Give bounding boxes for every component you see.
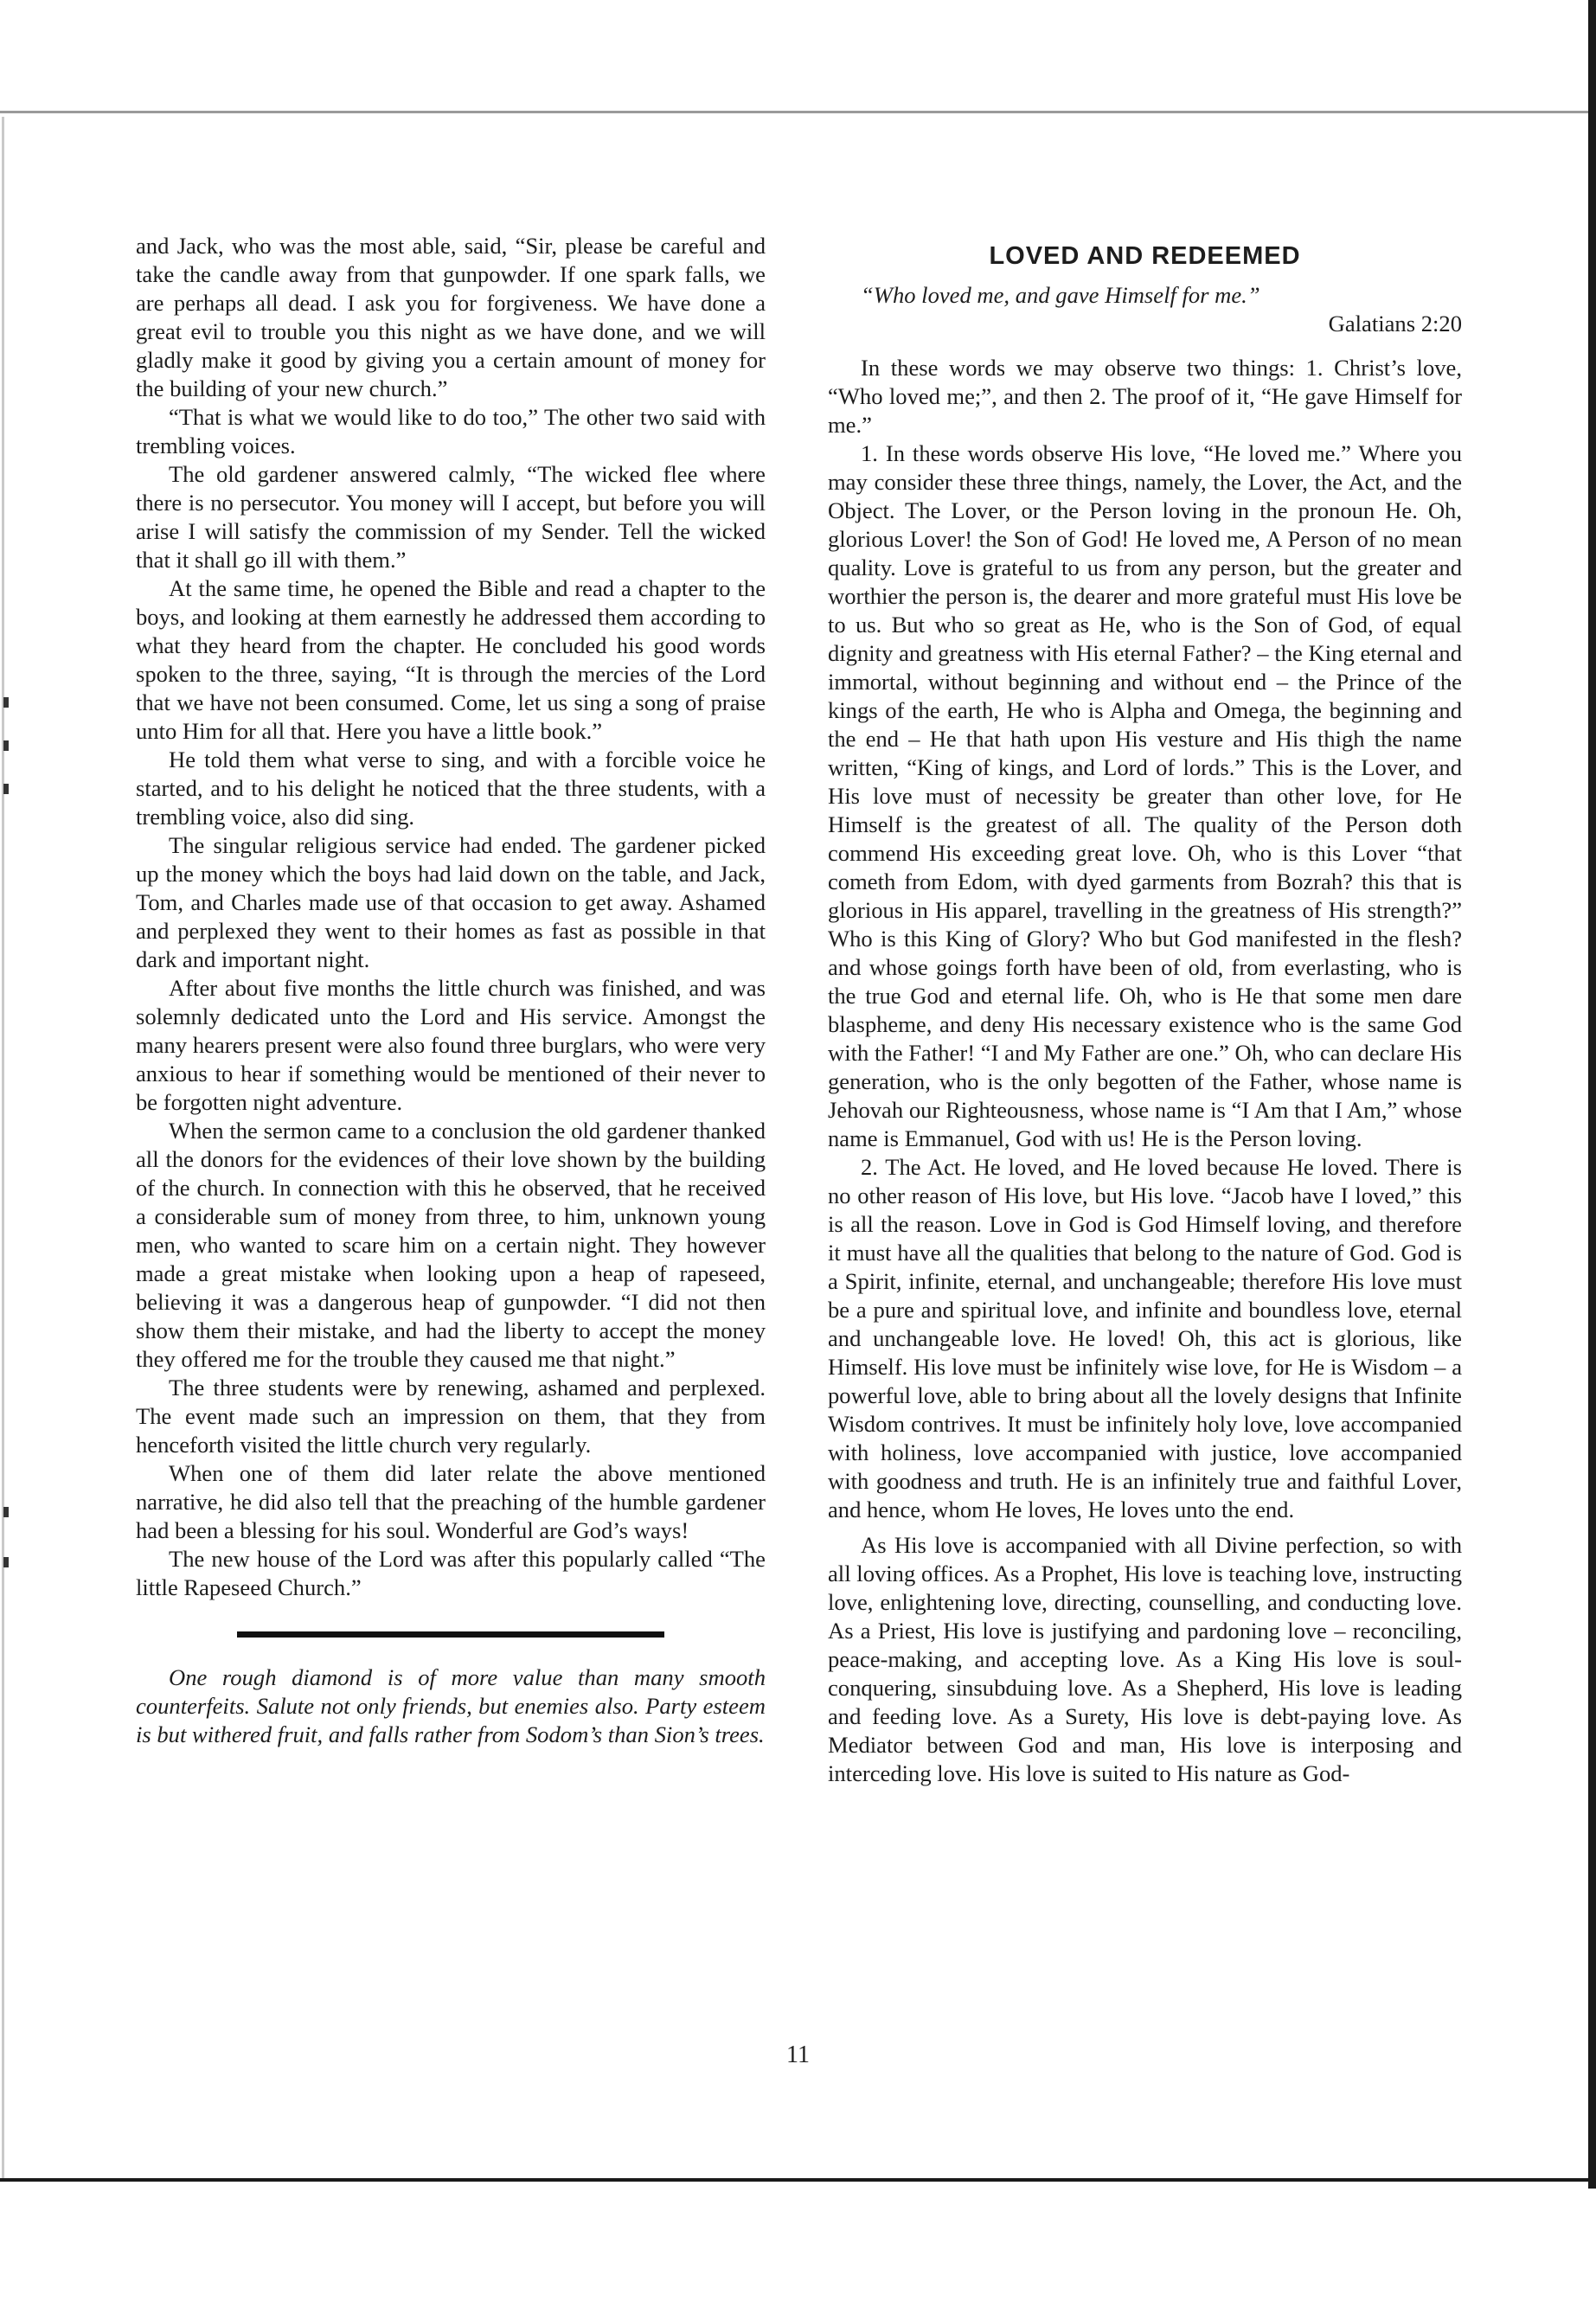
paragraph: When one of them did later relate the above mentioned narrative, he did also tell that the preaching of the humble gardener had been a blessing for his soul. Wonderful are God’s ways! (136, 1460, 766, 1543)
bottom-scan-rule (0, 2178, 1596, 2182)
binding-mark (3, 784, 9, 794)
scripture-citation: Galatians 2:20 (1328, 311, 1462, 336)
paragraph: 1. In these words observe His love, “He loved me.” Where you may consider these three things, namely, the Lover, the Act, and the Object. The Lover, or the Person loving in the pronoun He. Oh, glorious Lover! the Son of God! He loved me, A Person of no mean quality. Love is grateful to us from any person, but the greater and worthier the person is, the dearer and more grateful must His love be to us. But who so great as He, who is the Son of God, of equal dignity and greatness with His eternal Father? – the King eternal and immortal, without beginning and without end – the Prince of the kings of the earth, He who is Alpha and Omega, the beginning and the end – He that hath upon His vesture and His thigh the name written, “King of kings, and Lord of lords.” This is the Lover, and His love must of necessity be greater than other love, for He Himself is the greatest of all. The quality of the Person doth commend His exceeding great love. Oh, who is this Lover “that cometh from Edom, with dyed garments from Bozrah? this that is glorious in His apparel, travelling in the greatness of His strength?” Who is this King of Glory? Who but God manifested in the flesh? and whose goings forth have been of old, from everlasting, who is the true God and eternal life. Oh, who is He that some men dare blaspheme, and deny His necessary existence who is the same God with the Father! “I and My Father are one.” Oh, who can declare His generation, who is the only begotten of the Father, whose name is Jehovah our Righteousness, whose name is “I Am that I Am,” whose name is Emmanuel, God with us! He is the Person loving. (828, 440, 1462, 1151)
paragraph: He told them what verse to sing, and with a forcible voice he started, and to his delight he noticed that the three students, with a trembling voice, also did sing. (136, 747, 766, 830)
paragraph: The old gardener answered calmly, “The wicked flee where there is no persecutor. You money will I accept, but before you will arise I will satisfy the commission of my Sender. Tell the wicked that it shall go ill with them.” (136, 461, 766, 573)
paragraph: As His love is accompanied with all Divine perfection, so with all loving offices. As a Prophet, His love is teaching love, instructing love, enlightening love, directing, counselling, and conducting love. As a Priest, His love is justifying and pardoning love – reconciling, peace-making, and accepting love. As a King His love is soul-conquering, sinsubduing love. As a Shepherd, His love is leading and feeding love. As a Surety, His love is debt-paying love. As Mediator between God and man, His love is interposing and interceding love. His love is suited to His nature as God- (828, 1532, 1462, 1786)
right-scan-edge (1588, 0, 1596, 2189)
closing-quote: One rough diamond is of more value than many smooth counterfeits. Salute not only friends, but enemies also. Party esteem is but withered fruit, and falls rather from Sodom’s than Sion’s trees. (136, 1664, 766, 1747)
paragraph: In these words we may observe two things: 1. Christ’s love, “Who loved me;”, and then 2. The proof of it, “He gave Himself for me.” (828, 355, 1462, 438)
section-divider (237, 1631, 664, 1638)
paragraph: When the sermon came to a conclusion the old gardener thanked all the donors for the evidences of their love shown by the building of the church. In connection with this he observed, that he received a considerable sum of money from three, to him, unknown young men, who wanted to scare him on a certain night. They however made a great mistake when looking upon a heap of rapeseed, believing it was a dangerous heap of gunpowder. “I did not then show them their mistake, and had the liberty to accept the money they offered me for the trouble they caused me that night.” (136, 1118, 766, 1372)
paragraph: After about five months the little church was finished, and was solemnly dedicated unto the Lord and His service. Amongst the many hearers present were also found three burglars, who were very anxious to hear if something would be mentioned of their never to be forgotten night adventure. (136, 975, 766, 1115)
page-number: 11 (786, 2041, 810, 2068)
paragraph: The singular religious service had ended. The gardener picked up the money which the boys had laid down on the table, and Jack, Tom, and Charles made use of that occasion to get away. Ashamed and perplexed they went to their homes as fast as possible in that dark and important night. (136, 832, 766, 972)
binding-mark (3, 697, 9, 708)
paragraph: At the same time, he opened the Bible and read a chapter to the boys, and looking at them earnestly he addressed them according to what they heard from the chapter. He concluded his good words spoken to the three, saying, “It is through the mercies of the Lord that we have not been consumed. Come, let us sing a song of praise unto Him for all that. Here you have a little book.” (136, 575, 766, 744)
binding-mark (3, 740, 9, 751)
paragraph: and Jack, who was the most able, said, “Sir, please be careful and take the candle away from that gunpowder. If one spark falls, we are perhaps all dead. I ask you for forgiveness. We have done a great evil to trouble you this night as we have done, and we will gladly make it good by giving you a certain amount of money for the building of your new church.” (136, 233, 766, 401)
left-column (136, 232, 766, 1749)
left-scan-edge (2, 117, 4, 2180)
top-scan-rule (0, 111, 1596, 113)
article-title: LOVED AND REDEEMED (989, 242, 1301, 270)
paragraph: “That is what we would like to do too,” The other two said with trembling voices. (136, 404, 766, 458)
binding-mark (3, 1507, 9, 1517)
paragraph: 2. The Act. He loved, and He loved because He loved. There is no other reason of His love, but His love. “Jacob have I loved,” this is all the reason. Love in God is God Himself loving, and therefore it must have all the qualities that belong to the nature of God. God is a Spirit, infinite, eternal, and unchangeable; therefore His love must be a pure and spiritual love, and infinite and boundless love, eternal and unchangeable love. He loved! Oh, this act is glorious, like Himself. His love must be infinitely wise love, for He is Wisdom – a powerful love, able to bring about all the lovely designs that Infinite Wisdom contrives. It must be infinitely holy love, love accompanied with holiness, love accompanied with justice, love accompanied with goodness and truth. He is an infinitely true and faithful Lover, and hence, whom He loves, He loves unto the end. (828, 1154, 1462, 1522)
binding-mark (3, 1557, 9, 1567)
paragraph: The new house of the Lord was after this popularly called “The little Rapeseed Church.” (136, 1546, 766, 1600)
paragraph: The three students were by renewing, ashamed and perplexed. The event made such an impression on them, that they from henceforth visited the little church very regularly. (136, 1375, 766, 1458)
right-column (828, 232, 1462, 1788)
epigraph: “Who loved me, and gave Himself for me.” (861, 282, 1260, 308)
